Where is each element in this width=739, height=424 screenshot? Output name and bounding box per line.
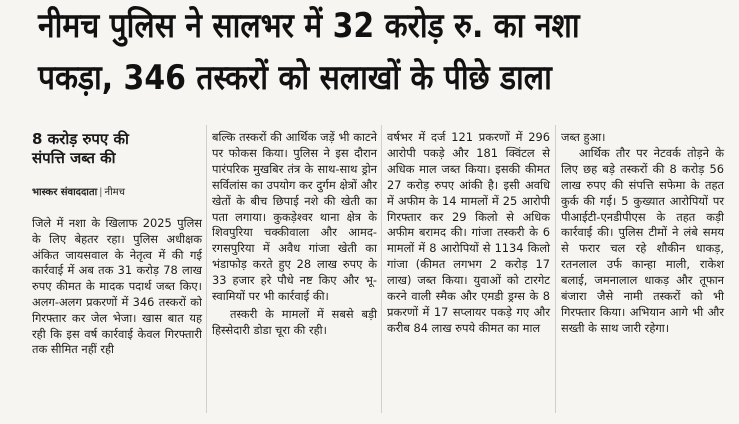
- article-paragraph: जब्त हुआ।: [561, 130, 606, 144]
- column-divider: [381, 125, 382, 413]
- article-column-3: [387, 130, 550, 337]
- column-divider: [206, 125, 207, 413]
- headline-line-1: नीमच पुलिस ने सालभर में 32 करोड़ रु. का नशा: [38, 6, 580, 46]
- subheadline: [32, 130, 202, 168]
- headline-line-2: पकड़ा, 346 तस्करों को सलाखों के पीछे डाला: [38, 58, 552, 98]
- article-paragraph: तस्करी के मामलों में सबसे बड़ी हिस्सेदारी डोडा चूरा की रही।: [212, 306, 377, 337]
- subheadline-line-1: 8 करोड़ रुपए की: [32, 130, 129, 148]
- byline: [32, 186, 202, 200]
- article-paragraph: वर्षभर में दर्ज 121 प्रकरणों में 296 आरोपी पकड़े और 181 क्विंटल से अधिक माल जब्त किया। इसकी कीमत 27 करोड़ रुपए आंकी है। इसी अवधि में अफीम के 14 मामलों में 25 आरोपी गिरफ्तार कर 29 किलो से अधिक अफीम बरामद की। गांजा तस्करी के 6 मामलों में 8 आरोपियों से 1134 किलो गांजा (कीमत लगभग 2 करोड़ 17 लाख) जब्त किया। युवाओं को टारगेट करने वाली स्मैक और एमडी ड्रग्स के 8 प्रकरणों में 17 सप्लायर पकड़े गए और करीब 84 लाख रुपये कीमत का माल: [387, 130, 550, 335]
- byline-place: नीमच: [104, 187, 126, 198]
- article-paragraph: आर्थिक तौर पर नेटवर्क तोड़ने के लिए छह बड़े तस्करों की 8 करोड़ 56 लाख रुपए की संपत्ति सफेमा के तहत कुर्क की गई। 5 कुख्यात आरोपियों पर पीआईटी-एनडीपीएस के तहत कड़ी कार्रवाई की। पुलिस टीमों ने लंबे समय से फरार चल रहे शौकीन धाकड़, रतनलाल उर्फ कान्हा माली, राकेश बलाई, जमनालाल धाकड़ और तूफान बंजारा जैसे नामी तस्करों को भी गिरफ्तार किया। अभियान आगे भी और सख्ती के साथ जारी रहेगा।: [561, 145, 724, 335]
- article-paragraph: जिले में नशा के खिलाफ 2025 पुलिस के लिए बेहतर रहा। पुलिस अधीक्षक अंकित जायसवाल के नेतृत्व में की गई कार्रवाई में अब तक 31 करोड़ 78 लाख रुपए कीमत के मादक पदार्थ जब्त किए। अलग-अलग प्रकरणों में 346 तस्करों को गिरफ्तार कर जेल भेजा। खास बात यह रही कि इस वर्ष कार्रवाई केवल गिरफ्तारी तक सीमित नहीं रही: [32, 216, 202, 357]
- headline: [38, 0, 654, 104]
- column-divider: [555, 125, 556, 413]
- article-column-1: [32, 130, 202, 358]
- article-column-4: [561, 130, 724, 337]
- byline-separator: |: [99, 187, 103, 198]
- byline-reporter: भास्कर संवाददाता: [32, 187, 98, 198]
- article-column-2: [212, 130, 377, 339]
- article-paragraph: बल्कि तस्करों की आर्थिक जड़ें भी काटने पर फोकस किया। पुलिस ने इस दौरान पारंपरिक मुखबिर तंत्र के साथ-साथ ड्रोन सर्विलांस का उपयोग कर दुर्गम क्षेत्रों और खेतों के बीच छिपाई नशे की खेती का पता लगाया। कुकड़ेश्वर थाना क्षेत्र के शिवपुरिया चक्कीवाला और आमद-रगसपुरिया में अवैध गांजा खेती का भंडाफोड़ करते हुए 28 लाख रुपए के 33 हजार हरे पौधे नष्ट किए और भू-स्वामियों पर भी कार्रवाई की।: [212, 130, 377, 304]
- subheadline-line-2: संपत्ति जब्त की: [32, 149, 116, 167]
